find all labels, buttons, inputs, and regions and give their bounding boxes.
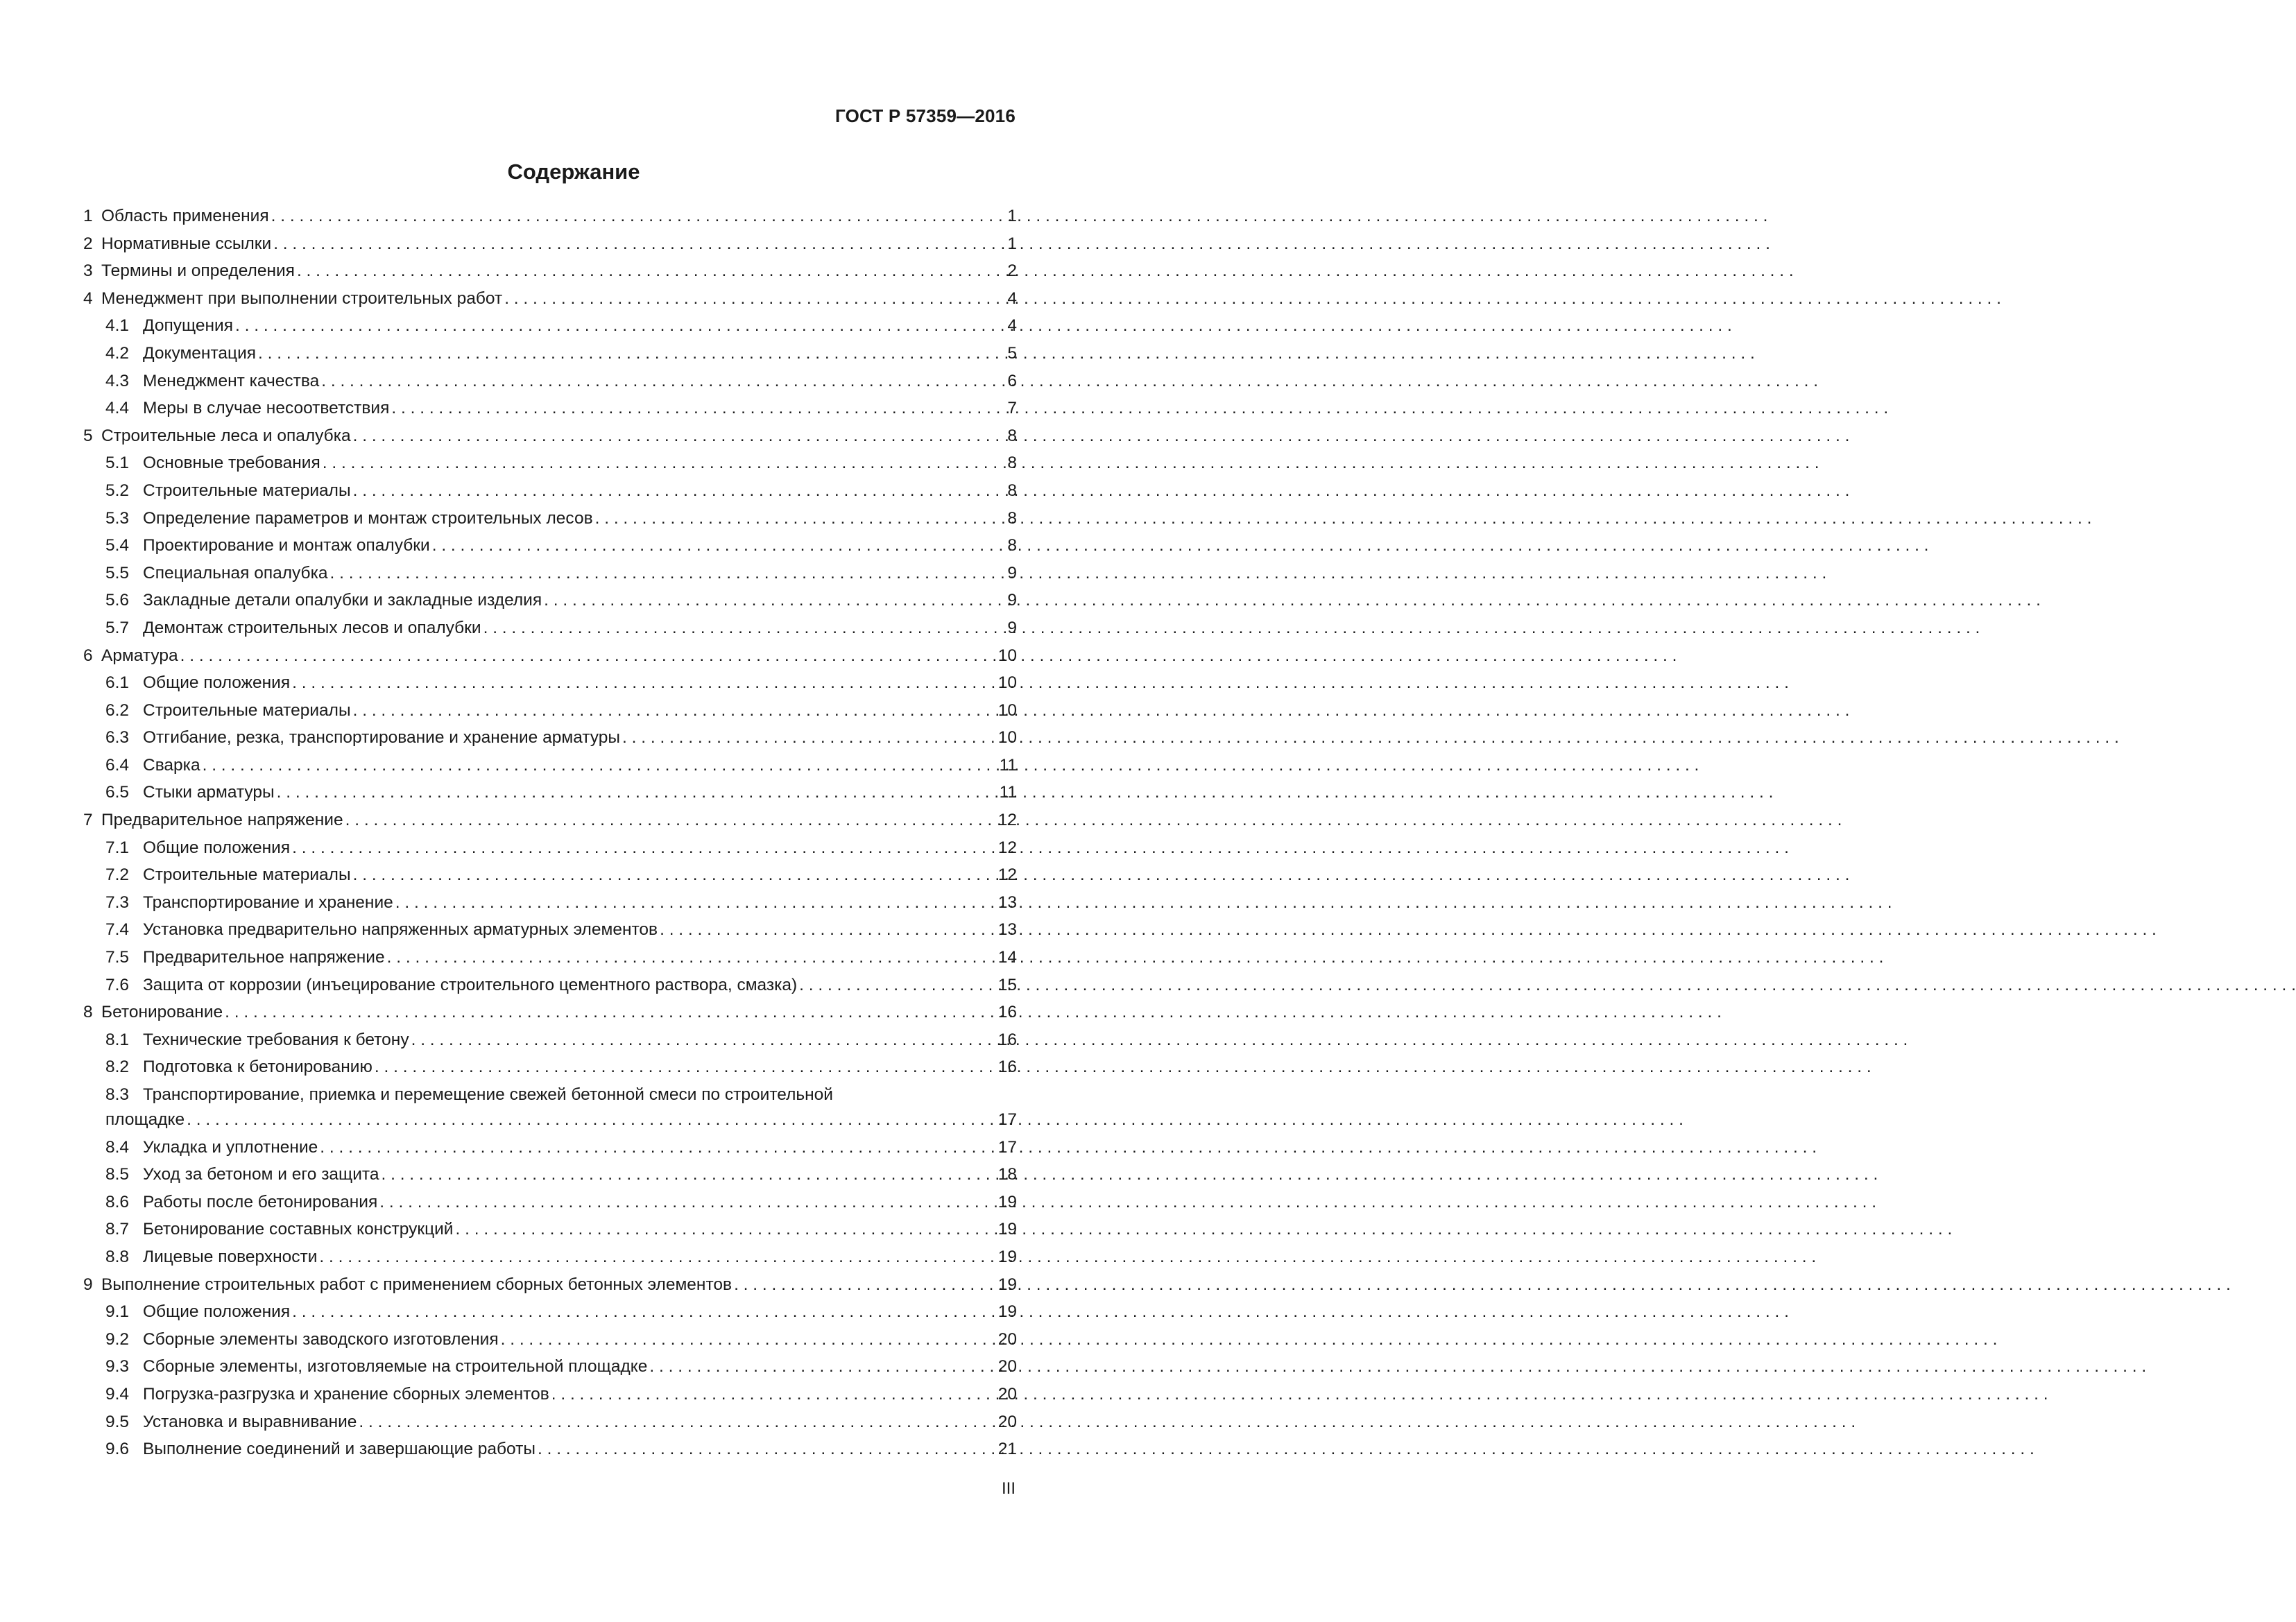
toc-entry-number: 8.2 [105, 1058, 130, 1077]
toc-entry-number: 7.5 [105, 948, 130, 967]
toc-entry-title: Термины и определения [101, 261, 295, 281]
toc-leader-dots [395, 893, 996, 913]
toc-entry-number: 5.6 [105, 591, 130, 610]
toc-entry-page: 9 [1007, 563, 1017, 583]
toc-entry[interactable] [83, 1330, 1017, 1358]
toc-leader-dots [504, 289, 1005, 309]
toc-entry-title: Меры в случае несоответствия [143, 399, 390, 418]
toc-entry-number: 5.3 [105, 508, 130, 528]
toc-entry[interactable] [83, 865, 1017, 893]
toc-entry[interactable] [83, 1165, 1017, 1193]
toc-entry-page: 19 [997, 1247, 1017, 1266]
toc-entry-number: 6.2 [105, 700, 130, 720]
toc-entry-title: Общие положения [143, 673, 291, 693]
toc-entry-number: 6 [83, 646, 93, 665]
toc-entry-number: 1 [83, 207, 93, 225]
toc-entry-page: 10 [997, 673, 1017, 693]
toc-entry-number: 2 [83, 234, 93, 253]
toc-entry-page: 9 [1007, 591, 1017, 610]
toc-entry-number: 9.4 [105, 1384, 130, 1404]
toc-leader-dots [271, 207, 1006, 226]
toc-entry-number: 5.4 [105, 536, 130, 555]
toc-entry-title: Нормативные ссылки [101, 234, 272, 253]
toc-leader-dots [321, 372, 1005, 391]
toc-entry-page: 8 [1007, 508, 1017, 528]
toc-entry-number: 9 [83, 1275, 93, 1294]
toc-entry-page: 19 [997, 1220, 1017, 1239]
toc-entry-page: 7 [1007, 399, 1017, 418]
toc-leader-dots [622, 728, 996, 748]
toc-entry-page: 1 [1007, 207, 1017, 225]
toc-leader-dots [323, 454, 1006, 473]
toc-entry[interactable] [83, 1357, 1017, 1385]
toc-entry[interactable] [83, 728, 1017, 756]
toc-entry-page: 13 [997, 892, 1017, 912]
toc-entry-page: 19 [997, 1275, 1017, 1294]
toc-entry-page: 13 [997, 920, 1017, 940]
toc-entry-title: Арматура [101, 646, 178, 665]
toc-leader-dots [277, 783, 997, 802]
toc-entry[interactable] [83, 1085, 1017, 1138]
toc-entry-page: 4 [1007, 316, 1017, 336]
toc-leader-dots [595, 509, 1006, 528]
toc-entry-page: 10 [997, 728, 1017, 748]
toc-entry[interactable] [83, 344, 1017, 372]
toc-leader-dots [258, 344, 1005, 363]
toc-entry-title: Защита от коррозии (инъецирование строительного цементного раствора, смазка) [143, 975, 798, 994]
toc-entry-title: Установка предварительно напряженных арматурных элементов [143, 920, 658, 940]
toc-entry-number: 7.4 [105, 920, 130, 940]
toc-leader-dots [225, 1003, 996, 1022]
toc-entry-title: Бетонирование составных конструкций [143, 1220, 454, 1239]
toc-leader-dots [483, 619, 1006, 638]
toc-entry[interactable] [83, 1275, 1017, 1303]
toc-entry-page: 9 [1007, 618, 1017, 637]
toc-entry[interactable] [83, 1248, 1017, 1275]
toc-entry-number: 5.1 [105, 454, 130, 473]
toc-entry-title: Работы после бетонирования [143, 1192, 378, 1211]
toc-entry-page: 8 [1007, 454, 1017, 473]
toc-entry[interactable] [83, 509, 1017, 537]
toc-leader-dots [544, 591, 1005, 610]
toc-entry-number: 8.5 [105, 1165, 130, 1184]
toc-entry-title: Общие положения [143, 1302, 291, 1322]
toc-entry-title: Сборные элементы заводского изготовления [143, 1329, 499, 1349]
toc-entry-title: Предварительное напряжение [101, 811, 343, 830]
toc-entry-page: 11 [999, 755, 1017, 775]
toc-entry[interactable] [83, 893, 1017, 921]
toc-entry[interactable] [83, 1385, 1017, 1413]
toc-entry-title: Специальная опалубка [143, 563, 328, 583]
toc-entry[interactable] [83, 316, 1017, 344]
toc-entry[interactable] [83, 619, 1017, 646]
toc-entry[interactable] [83, 976, 1017, 1003]
toc-leader-dots [297, 261, 1005, 281]
toc-leader-dots [455, 1220, 995, 1239]
toc-entry-number: 8.3 [105, 1085, 130, 1104]
toc-entry-title: Укладка и уплотнение [143, 1137, 318, 1157]
toc-entry-title: Строительные материалы [143, 700, 351, 720]
toc-entry-page: 10 [997, 700, 1017, 720]
toc-entry-title: Предварительное напряжение [143, 948, 385, 967]
toc-leader-dots [203, 756, 997, 775]
toc-entry-page: 11 [999, 783, 1017, 802]
toc-entry-title: Погрузка-разгрузка и хранение сборных элементов [143, 1384, 549, 1404]
toc-leader-dots [649, 1357, 995, 1377]
toc-entry[interactable] [83, 1138, 1017, 1166]
toc-entry-page: 18 [997, 1165, 1017, 1184]
toc-leader-dots [180, 646, 996, 666]
toc-leader-dots [329, 564, 1005, 583]
toc-leader-dots [235, 316, 1005, 336]
page-title: Содержание [507, 159, 640, 184]
toc-entry[interactable] [83, 426, 1017, 454]
toc-entry-title: Строительные леса и опалубка [101, 426, 351, 445]
toc-entry-number: 6.3 [105, 728, 130, 748]
toc-entry-page: 12 [997, 811, 1017, 830]
toc-entry-page: 21 [997, 1440, 1017, 1459]
toc-leader-dots [353, 701, 996, 721]
toc-entry-title: Технические требования к бетону [143, 1030, 409, 1049]
toc-leader-dots [379, 1193, 995, 1212]
toc-entry-number: 7 [83, 811, 93, 830]
toc-entry-title: Менеджмент при выполнении строительных работ [101, 288, 503, 308]
toc-entry[interactable] [83, 673, 1017, 701]
toc-leader-dots [660, 920, 996, 940]
toc-entry-page: 20 [997, 1357, 1017, 1377]
toc-entry-page: 10 [997, 646, 1017, 665]
toc-entry-page: 8 [1007, 481, 1017, 500]
toc-leader-dots [320, 1138, 995, 1157]
toc-entry[interactable] [83, 646, 1017, 674]
toc-entry-number: 5 [83, 426, 93, 445]
toc-entry[interactable] [83, 1030, 1017, 1058]
toc-entry-title: Проектирование и монтаж опалубки [143, 536, 430, 555]
toc-entry-number: 4.2 [105, 343, 130, 363]
toc-entry-number: 9.1 [105, 1302, 130, 1322]
toc-leader-dots [432, 536, 1006, 555]
toc-entry-title: Менеджмент качества [143, 371, 320, 390]
toc-entry-page: 1 [1007, 234, 1017, 253]
toc-leader-dots [538, 1440, 996, 1459]
toc-entry[interactable] [83, 756, 1017, 784]
toc-entry[interactable] [83, 948, 1017, 976]
toc-entry-number: 4.4 [105, 399, 130, 418]
toc-leader-dots [292, 838, 996, 858]
toc-entry-number: 6.5 [105, 783, 130, 802]
toc-entry-number: 7.1 [105, 838, 130, 857]
toc-entry[interactable] [83, 234, 1017, 262]
toc-entry-title: Подготовка к бетонированию [143, 1058, 372, 1077]
toc-entry-number: 9.2 [105, 1329, 130, 1349]
page-number: III [1001, 1479, 1016, 1498]
toc-entry[interactable] [83, 1220, 1017, 1248]
toc-entry-number: 4 [83, 288, 93, 308]
toc-entry-number: 9.5 [105, 1412, 130, 1431]
toc-entry-title: Демонтаж строительных лесов и опалубки [143, 618, 481, 637]
toc-leader-dots [375, 1058, 996, 1077]
toc-leader-dots [319, 1248, 995, 1267]
toc-entry-title: Общие положения [143, 838, 291, 857]
toc-entry-title: Выполнение соединений и завершающие работы [143, 1440, 536, 1459]
toc-entry-number: 7.2 [105, 865, 130, 885]
toc-leader-dots [273, 234, 1005, 254]
toc-entry[interactable] [83, 783, 1017, 811]
toc-entry-title: Закладные детали опалубки и закладные изделия [143, 591, 542, 610]
toc-entry-number: 6.1 [105, 673, 130, 693]
toc-entry-page: 17 [997, 1110, 1017, 1129]
toc-entry[interactable] [83, 261, 1017, 289]
toc-entry-number: 8.7 [105, 1220, 130, 1239]
toc-entry[interactable] [83, 1302, 1017, 1330]
toc-entry[interactable] [83, 372, 1017, 399]
toc-entry-page: 17 [997, 1137, 1017, 1157]
toc-entry-page: 2 [1007, 261, 1017, 281]
toc-entry-title: Область применения [101, 207, 269, 225]
toc-leader-dots [391, 399, 1005, 418]
toc-entry-page: 16 [997, 1003, 1017, 1022]
toc-entry-number: 4.1 [105, 316, 130, 336]
toc-entry-title: Документация [143, 343, 257, 363]
toc-entry-page: 20 [997, 1412, 1017, 1431]
toc-leader-dots [381, 1165, 995, 1184]
toc-leader-dots [799, 976, 996, 995]
toc-entry-page: 14 [997, 948, 1017, 967]
toc-entry-page: 5 [1007, 343, 1017, 363]
toc-entry-number: 8.1 [105, 1030, 130, 1049]
toc-entry-title: Основные требования [143, 454, 320, 473]
toc-entry[interactable] [83, 920, 1017, 948]
toc-entry-title: Выполнение строительных работ с применением сборных бетонных элементов [101, 1275, 733, 1294]
toc-entry-title: Строительные материалы [143, 865, 351, 885]
toc-entry-number: 4.3 [105, 371, 130, 390]
toc-leader-dots [353, 426, 1006, 446]
toc-entry-number: 9.3 [105, 1357, 130, 1377]
toc-entry-number: 8.4 [105, 1137, 130, 1157]
toc-leader-dots [551, 1385, 996, 1404]
toc-entry-title: Лицевые поверхности [143, 1247, 318, 1266]
toc-entry-page: 20 [997, 1384, 1017, 1404]
toc-entry[interactable] [83, 1413, 1017, 1440]
toc-entry-number: 6.4 [105, 755, 130, 775]
toc-entry[interactable] [83, 481, 1017, 509]
toc-entry-title: Допущения [143, 316, 234, 336]
toc-entry[interactable] [83, 454, 1017, 481]
toc-entry[interactable] [83, 591, 1017, 619]
toc-entry-number: 5.2 [105, 481, 130, 500]
toc-leader-dots [353, 481, 1006, 501]
toc-entry[interactable] [83, 701, 1017, 729]
toc-entry-page: 12 [997, 865, 1017, 885]
toc-entry[interactable] [83, 399, 1017, 426]
toc-entry-page: 12 [997, 838, 1017, 857]
toc-entry-title: Сварка [143, 755, 200, 775]
toc-entry-page: 19 [997, 1192, 1017, 1211]
toc-leader-dots [345, 811, 996, 830]
toc-entry-number: 9.6 [105, 1440, 130, 1459]
toc-entry-number: 8.6 [105, 1192, 130, 1211]
toc-entry-number: 7.6 [105, 975, 130, 994]
toc-entry-title: Установка и выравнивание [143, 1412, 357, 1431]
toc-leader-dots [387, 948, 996, 967]
document-code: ГОСТ Р 57359—2016 [835, 105, 1016, 126]
toc-entry-title: Определение параметров и монтаж строительных лесов [143, 508, 593, 528]
toc-entry-page: 15 [997, 975, 1017, 994]
toc-entry-page: 6 [1007, 371, 1017, 390]
toc-leader-dots [292, 673, 996, 693]
toc-entry-number: 5.5 [105, 563, 130, 583]
toc-entry-number: 8.8 [105, 1247, 130, 1266]
toc-entry-page: 8 [1007, 426, 1017, 445]
toc-entry-number: 3 [83, 261, 93, 281]
toc-entry-title: Транспортирование и хранение [143, 892, 393, 912]
toc-entry-title: Сборные элементы, изготовляемые на строительной площадке [143, 1357, 648, 1377]
toc-leader-dots [187, 1110, 996, 1130]
table-of-contents [83, 207, 1017, 1467]
toc-entry-number: 5.7 [105, 618, 130, 637]
toc-entry-title: Бетонирование [101, 1003, 223, 1022]
toc-leader-dots [734, 1275, 996, 1295]
toc-entry[interactable] [83, 1440, 1017, 1467]
toc-entry[interactable] [83, 289, 1017, 317]
toc-leader-dots [359, 1413, 995, 1432]
toc-entry[interactable] [83, 1193, 1017, 1220]
toc-entry[interactable] [83, 536, 1017, 564]
toc-entry-title: Строительные материалы [143, 481, 351, 500]
toc-entry-page: 19 [997, 1302, 1017, 1322]
toc-entry-page: 16 [997, 1058, 1017, 1077]
toc-entry-title: Отгибание, резка, транспортирование и хранение арматуры [143, 728, 620, 748]
toc-entry-number: 7.3 [105, 892, 130, 912]
toc-entry[interactable] [83, 1003, 1017, 1030]
toc-entry-page: 20 [997, 1329, 1017, 1349]
toc-entry[interactable] [83, 1058, 1017, 1085]
toc-entry-number: 8 [83, 1003, 93, 1022]
toc-entry[interactable] [83, 811, 1017, 838]
toc-entry[interactable] [83, 838, 1017, 866]
toc-entry-title: Транспортирование, приемка и перемещение свежей бетонной смеси по строительной [143, 1085, 833, 1104]
toc-leader-dots [292, 1302, 996, 1322]
toc-entry-title-continued: площадке [105, 1110, 185, 1129]
toc-entry-page: 8 [1007, 536, 1017, 555]
toc-entry-title: Стыки арматуры [143, 783, 275, 802]
toc-leader-dots [411, 1030, 996, 1050]
toc-leader-dots [353, 865, 996, 885]
toc-entry-page: 16 [997, 1030, 1017, 1049]
toc-entry[interactable] [83, 564, 1017, 592]
toc-entry[interactable] [83, 207, 1017, 234]
toc-entry-title: Уход за бетоном и его защита [143, 1165, 379, 1184]
toc-leader-dots [501, 1330, 996, 1349]
toc-entry-page: 4 [1007, 288, 1017, 308]
